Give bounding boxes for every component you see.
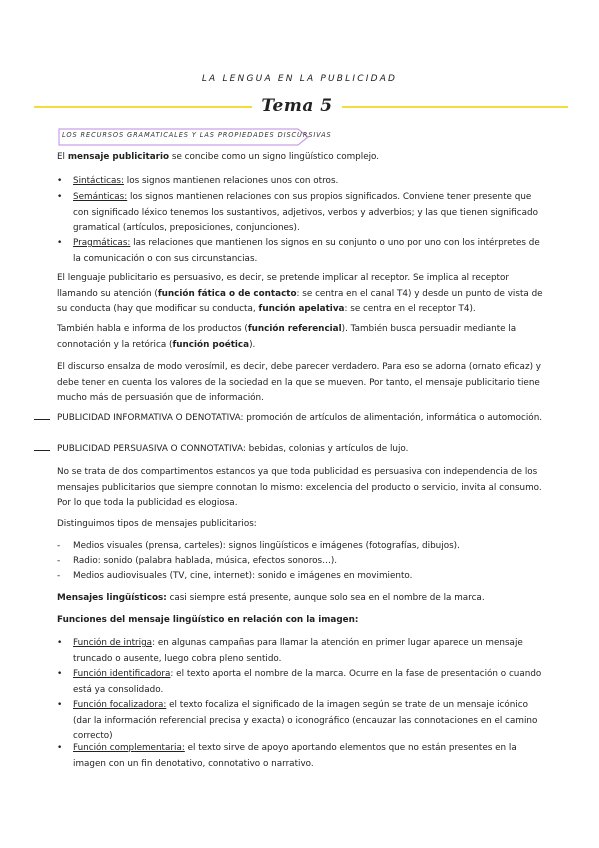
bullet-icon: • xyxy=(57,238,63,248)
dash-marker xyxy=(34,419,50,420)
list-item-pragmaticas: Pragmáticas: las relaciones que mantienen los signos en su conjunto o uno por uno con los intérpretes de la comunicación o con sus circunstancias. xyxy=(73,238,540,264)
medio-audiovisual: Medios audiovisuales (TV, cine, internet): sonido e imágenes en movimiento. xyxy=(73,571,413,581)
dash-marker: - xyxy=(57,571,61,581)
paragraph-informa: También habla e informa de los productos (función referencial). También busca persuadir mediante la connotación y la retórica (función poética). xyxy=(57,324,517,350)
dash-marker: - xyxy=(57,556,61,566)
bullet-icon: • xyxy=(57,192,63,202)
bullet-icon: • xyxy=(57,176,63,186)
dash-marker xyxy=(34,450,50,451)
paragraph-persuasivo: El lenguaje publicitario es persuasivo, es decir, se pretende implicar al receptor. Se implica al receptor llamando su atención (función fática o de contacto: se centra en el canal T4) y desde un punto de vista de su conducta (hay que modificar su conducta, función apelativa: se centra en el receptor T4). xyxy=(57,273,543,314)
intro-paragraph: El mensaje publicitario se concibe como un signo lingüístico complejo. xyxy=(57,152,380,162)
medio-visual: Medios visuales (prensa, carteles): signos lingüísticos e imágenes (fotografías, dibujos). xyxy=(73,541,460,551)
tema-heading: Tema 5 xyxy=(261,96,333,116)
bullet-icon: • xyxy=(57,638,63,648)
paragraph-estancos: No se trata de dos compartimentos estancos ya que toda publicidad es persuasiva con independencia de los mensajes publicitarios que siempre connotan lo mismo: excelencia del producto o servicio, invita al consumo. Por lo que toda la publicidad es elogiosa. xyxy=(57,467,542,508)
dash-marker: - xyxy=(57,541,61,551)
list-item-semanticas: Semánticas: los signos mantienen relaciones con sus propios significados. Conviene tener presente que con significado léxico tenemos los sustantivos, adjetivos, verbos y adverbios; y las que tienen significado gramatical (artículos, preposiciones, conjunciones). xyxy=(73,192,538,233)
publicidad-informativa: PUBLICIDAD INFORMATIVA O DENOTATIVA: promoción de artículos de alimentación, informática o automoción. xyxy=(57,413,543,423)
section-banner-label: LOS RECURSOS GRAMATICALES Y LAS PROPIEDADES DISCURSIVAS xyxy=(62,131,332,139)
funcion-identificadora: Función identificadora: el texto aporta el nombre de la marca. Ocurre en la fase de presentación o cuando está ya consolidado. xyxy=(73,669,542,695)
funcion-complementaria: Función complementaria: el texto sirve de apoyo aportando elementos que no están presentes en la imagen con un fin denotativo, connotativo o narrativo. xyxy=(73,743,517,769)
bullet-icon: • xyxy=(57,669,63,679)
funcion-focalizadora: Función focalizadora: el texto focaliza el significado de la imagen según se trate de un mensaje icónico (dar la información referencial precisa y exacta) o iconográfico (encauzar las connotaciones en el camino correcto) xyxy=(73,700,538,741)
accent-line-left xyxy=(34,106,252,108)
paragraph-verosimil: El discurso ensalza de modo verosímil, es decir, debe parecer verdadero. Para eso se adorna (ornato eficaz) y debe tener en cuenta los valores de la sociedad en la que se mueven. Por tanto, el mensaje publicitario tiene mucho más de persuasión que de información. xyxy=(57,362,541,403)
paragraph-mensajes-linguisticos: Mensajes lingüísticos: casi siempre está presente, aunque solo sea en el nombre de la marca. xyxy=(57,593,485,603)
document-title: LA LENGUA EN LA PUBLICIDAD xyxy=(201,74,398,84)
section-banner xyxy=(58,128,332,144)
paragraph-distinguimos: Distinguimos tipos de mensajes publicitarios: xyxy=(57,519,257,529)
list-item-sintacticas: Sintácticas: los signos mantienen relaciones unos con otros. xyxy=(73,176,339,186)
funciones-heading: Funciones del mensaje lingüístico en relación con la imagen: xyxy=(57,615,359,625)
bullet-icon: • xyxy=(57,743,63,753)
funcion-intriga: Función de intriga: en algunas campañas para llamar la atención en primer lugar aparece un mensaje truncado o ausente, luego cobra pleno sentido. xyxy=(73,638,523,664)
publicidad-persuasiva: PUBLICIDAD PERSUASIVA O CONNOTATIVA: bebidas, colonias y artículos de lujo. xyxy=(57,444,409,454)
medio-radio: Radio: sonido (palabra hablada, música, efectos sonoros…). xyxy=(73,556,338,566)
bullet-icon: • xyxy=(57,700,63,710)
accent-line-right xyxy=(342,106,568,108)
